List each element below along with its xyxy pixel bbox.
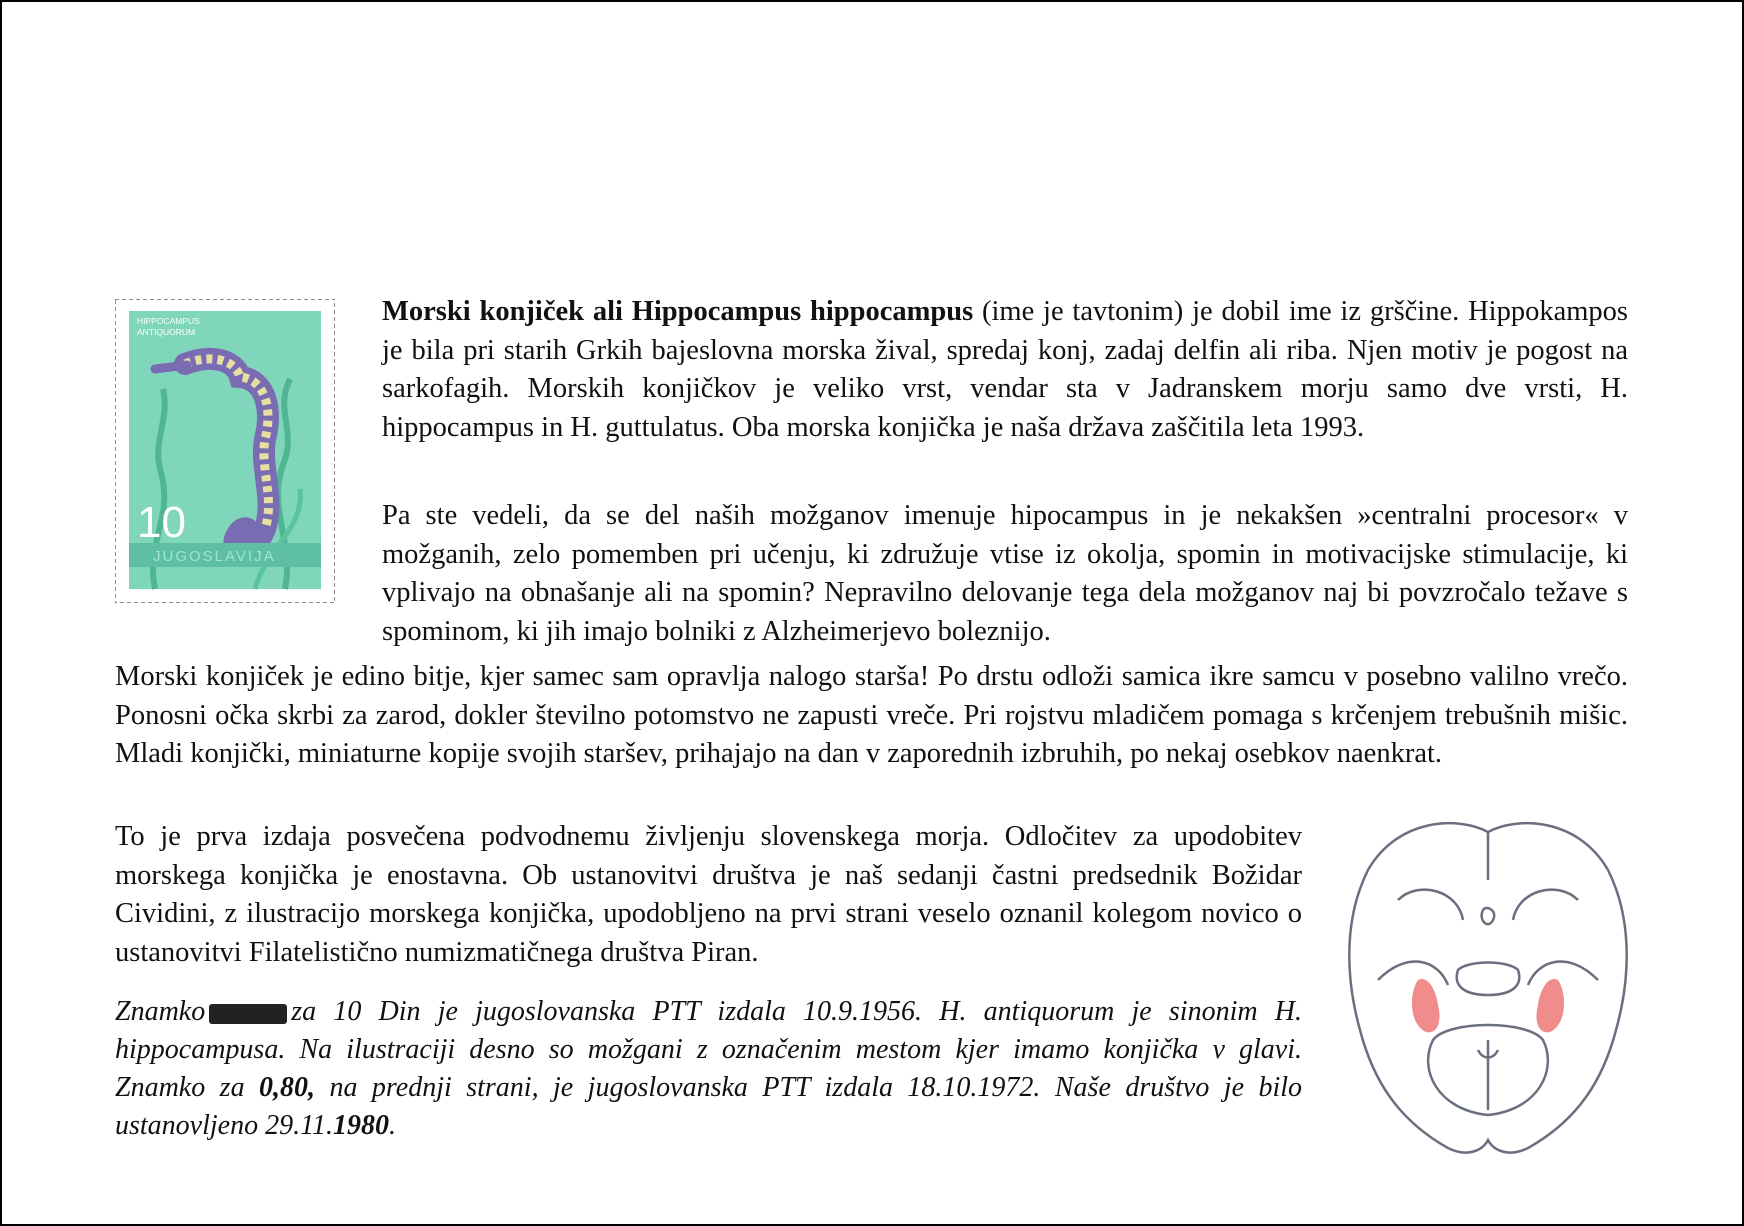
intro-bold: Morski konjiček ali Hippocampus hippocampus (382, 296, 974, 327)
brain-outline (1349, 823, 1626, 1152)
paragraph-hippocampus-brain: Pa ste vedeli, da se del naših možganov imenuje hipocampus in je nekakšen »centralni procesor« v možganih, zelo pomemben pri učenju, ki združuje vtise iz okolja, spomin in motivacijske stimulacije, ki vplivajo na obnašanje ali na spomin? Nepravilno delovanje tega dela možganov naj bi povzročalo težave s spominom, ki jih imajo bolniki z Alzheimerjevo boleznijo. (382, 500, 1628, 647)
note-text-3: na prednji strani, je jugoslovanska PTT izdala 18.10.1972. Naše društvo je bilo ustanovljeno 29.11. (115, 1072, 1303, 1141)
paragraph-intro (382, 293, 1628, 447)
note-text-4: . (389, 1110, 397, 1141)
stamp-label-1: HIPPOCAMPUS (137, 316, 200, 326)
note-text-2: za 10 Din je jugoslovanska PTT izdala 10.9.1956. H. antiquorum je sinonim H. hippocampusa. Na ilustraciji desno so možgani z označenim mestom kjer imamo konjička v glavi. Znamko za (115, 996, 1302, 1103)
paragraph-society: To je prva izdaja posvečena podvodnemu življenju slovenskega morja. Odločitev za upodobitev morskega konjička je enostavna. Ob ustanovitvi društva je naš sedanji častni predsednik Božidar Cividini, z ilustracijo morskega konjička, upodobljeno na prvi strani veselo oznanil kolegom novico o ustanovitvi Filatelistično numizmatičnega društva Piran. (115, 821, 1302, 968)
intro-text: (ime je tavtonim) je dobil ime iz grščine. Hippokampos je bila pri starih Grkih bajeslovna morska žival, spredaj konj, zadaj delfin ali riba. Njen motiv je pogost na sarkofagih. Morskih konjičkov je veliko vrst, vendar sta v Jadranskem morju samo dve vrsti, H. hippocampus in H. guttulatus. Oba morska konjička je naša država zaščitila leta 1993. (382, 296, 1628, 443)
stamp-image (115, 299, 335, 603)
note-bold-year: 1980 (333, 1110, 390, 1141)
stamp-country: JUGOSLAVIJA (153, 548, 276, 565)
stamp-label-2: ANTIQUORUM (137, 327, 196, 337)
stamp-value: 10 (137, 498, 186, 547)
paragraph-stamp-note (115, 993, 1302, 1145)
hippocampus-left (1412, 979, 1440, 1032)
note-text-1: Znamko (115, 996, 206, 1027)
redacted-word (209, 1004, 287, 1024)
paragraph-reproduction: Morski konjiček je edino bitje, kjer samec sam opravlja nalogo starša! Po drstu odloži samica ikre samcu v posebno valilno vrečo. Ponosni očka skrbi za zarod, dokler številno potomstvo ne zapusti vreče. Pri rojstvu mladičem pomaga s krčenjem trebušnih mišic. Mladi konjički, miniaturne kopije svojih staršev, prihajajo na dan v zaporednih izbruhih, po nekaj osebkov naenkrat. (115, 661, 1628, 769)
brain-illustration (1338, 810, 1638, 1162)
note-bold-value: 0,80, (259, 1072, 316, 1103)
hippocampus-right (1537, 979, 1565, 1032)
